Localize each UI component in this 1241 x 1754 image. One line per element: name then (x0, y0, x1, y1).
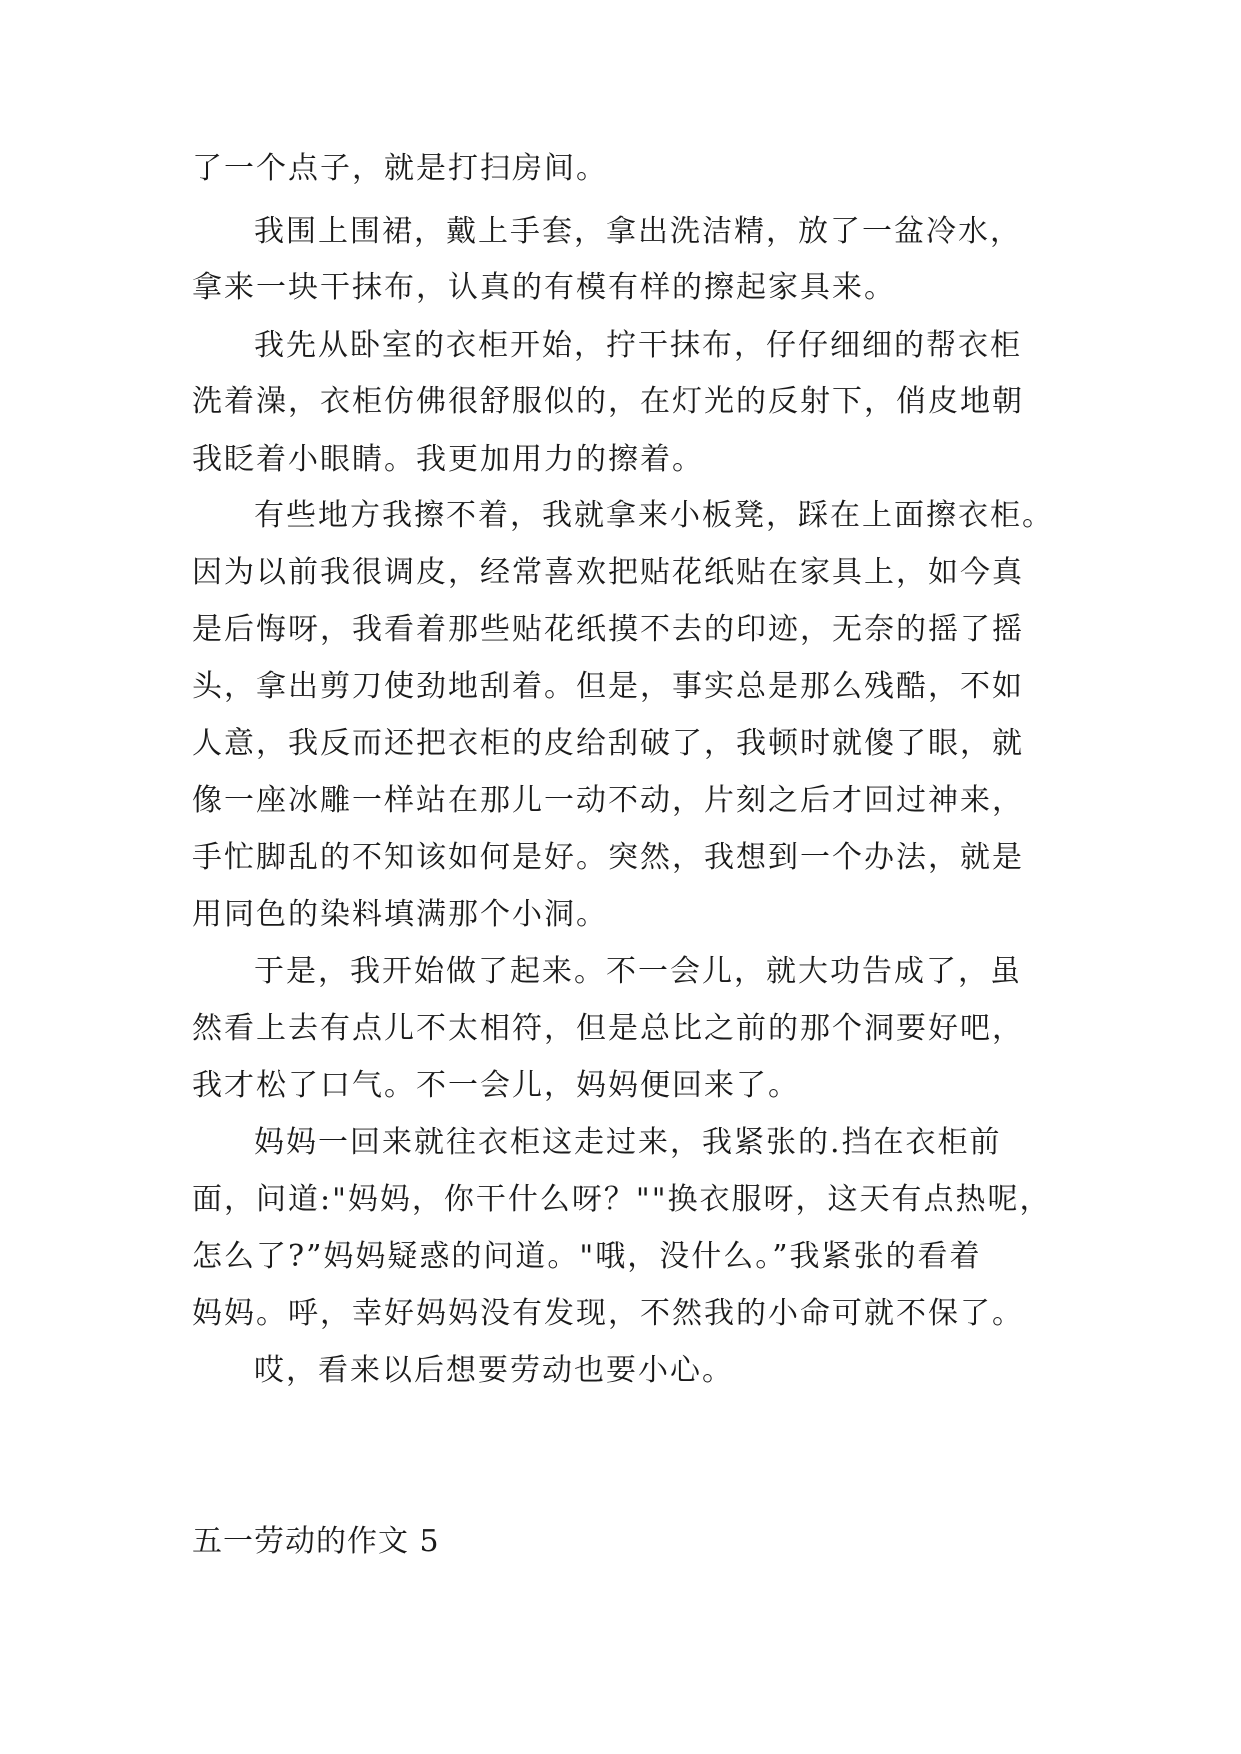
text-line: 了一个点子，就是打扫房间。 (192, 151, 608, 186)
text-line: 像一座冰雕一样站在那儿一动不动，片刻之后才回过神来， (192, 783, 1024, 818)
text-line: 我才松了口气。不一会儿，妈妈便回来了。 (192, 1068, 800, 1103)
text-line: 拿来一块干抹布，认真的有模有样的擦起家具来。 (192, 270, 896, 305)
text-line: 人意，我反而还把衣柜的皮给刮破了，我顿时就傻了眼，就 (192, 726, 1024, 761)
text-line: 因为以前我很调皮，经常喜欢把贴花纸贴在家具上，如今真 (192, 555, 1024, 590)
text-line: 妈妈。呼，幸好妈妈没有发现，不然我的小命可就不保了。 (192, 1296, 1024, 1331)
text-line: 哎，看来以后想要劳动也要小心。 (254, 1353, 734, 1388)
section-heading: 五一劳动的作文 5 (192, 1524, 440, 1559)
text-line: 我先从卧室的衣柜开始，拧干抹布，仔仔细细的帮衣柜 (254, 328, 1022, 363)
text-line: 面，问道:"妈妈，你干什么呀？""换衣服呀，这天有点热呢， (192, 1182, 1052, 1217)
text-line: 怎么了?”妈妈疑惑的问道。"哦，没什么。”我紧张的看着 (192, 1239, 982, 1274)
text-line: 头，拿出剪刀使劲地刮着。但是，事实总是那么残酷，不如 (192, 669, 1024, 704)
text-line: 手忙脚乱的不知该如何是好。突然，我想到一个办法，就是 (192, 840, 1024, 875)
text-line: 我眨着小眼睛。我更加用力的擦着。 (192, 442, 704, 477)
text-line: 然看上去有点儿不太相符，但是总比之前的那个洞要好吧， (192, 1011, 1024, 1046)
text-line: 有些地方我擦不着，我就拿来小板凳，踩在上面擦衣柜。 (254, 498, 1054, 533)
text-line: 于是，我开始做了起来。不一会儿，就大功告成了，虽 (254, 954, 1022, 989)
text-line: 是后悔呀，我看着那些贴花纸摸不去的印迹，无奈的摇了摇 (192, 612, 1024, 647)
text-line: 用同色的染料填满那个小洞。 (192, 897, 608, 932)
text-line: 妈妈一回来就往衣柜这走过来，我紧张的.挡在衣柜前 (254, 1125, 1002, 1160)
text-line: 我围上围裙，戴上手套，拿出洗洁精，放了一盆冷水， (254, 214, 1022, 249)
text-line: 洗着澡，衣柜仿佛很舒服似的，在灯光的反射下，俏皮地朝 (192, 384, 1024, 419)
